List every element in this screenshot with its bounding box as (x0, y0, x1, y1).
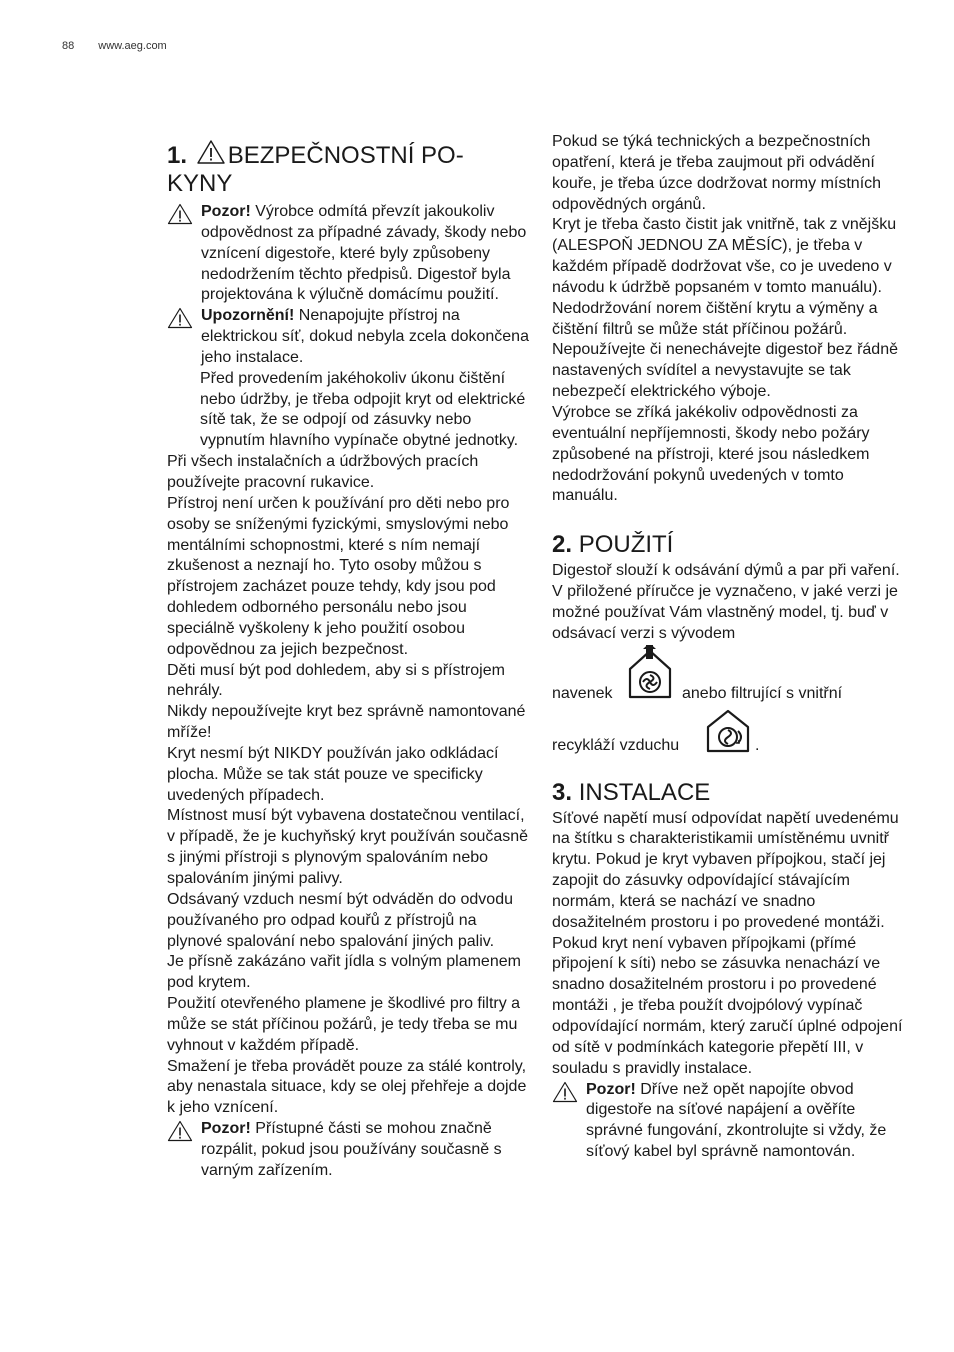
recirculation-mode-icon (704, 709, 752, 753)
page-header (62, 40, 167, 52)
paragraph: Smažení je třeba provádět pouze za stálé kontroly, aby nenastala situace, kdy se olej přehřeje a dojde k jeho vznícení. (167, 1057, 527, 1117)
page-number: 88 (62, 40, 75, 52)
paragraph: Nikdy nepoužívejte kryt bez správně namontované mříže! (167, 703, 526, 742)
paragraph: Nedodržování norem čištění krytu a výměny a čištění filtrů se může stát příčinou požárů. (552, 299, 878, 338)
section3-number: 3. (552, 778, 573, 806)
warning-label: Upozornění! (201, 307, 295, 325)
warning-label: Pozor! (201, 203, 251, 220)
warning-label: Pozor! (201, 1120, 251, 1138)
section3-heading (552, 779, 912, 807)
paragraph: Kryt je třeba často čistit jak vnitřně, tak z vnějšku (ALESPOŇ JEDNOU ZA MĚSÍC), je třeba v každém případě dodržovat vše, co je uvedeno v návodu k údržbě popsaném v tomto manuálu). (552, 216, 897, 296)
paragraph: Použití otevřeného plamene je škodlivé pro filtry a může se stát příčinou požárů, je tedy třeba se mu vyhnout v každém případě. (167, 995, 521, 1054)
section3-title: INSTALACE (578, 778, 711, 806)
paragraph: Je přísně zakázáno vařit jídla s volným plamenem pod krytem. (167, 953, 521, 992)
warning-disclaimer (167, 202, 529, 306)
recycle-text-before: recykláží vzduchu (552, 736, 680, 754)
warning-disconnect (167, 306, 529, 369)
paragraph: Pokud se týká technických a bezpečnostních opatření, která je třeba zaujmout při odvádění kouře, je třeba úzce dodržovat normy místních odpovědných orgánů. (552, 133, 882, 213)
paragraph: Přístroj není určen k používání pro děti nebo pro osoby se sníženými fyzickými, smyslovými nebo mentálními schopnostmi, které s ním nemají zkušenost a neznají ho. Tyto osoby můžou s přístrojem zacházet pouze tehdy, kdy jsou pod dohledem odborného personálu nebo jsou speciálně vyškoleny k jeho použití osobou odpovědnou za jejich bezpečnost. (167, 494, 510, 658)
paragraph: V přiložené příručce je vyznačeno, v jaké verzi je možné používat Vám vlastněný model, tj. buď v odsávací verzi s vývodem (552, 583, 898, 642)
warning-icon (167, 1120, 193, 1142)
section1-heading (167, 139, 529, 198)
paragraph: Místnost musí být vybavena dostatečnou ventilací, v případě, že je kuchyňský kryt používán současně s jinými přístroji s plynovým spalováním nebo spalováním jinými palivy. (167, 807, 529, 887)
warning-icon (552, 1081, 578, 1103)
recycle-line (552, 705, 912, 757)
paragraph: Výrobce se zříká jakékoliv odpovědnosti za eventuální nepříjemnosti, škody nebo požáry způsobené na přístroji, které jsou následkem nedodržování pokynů uvedených v tomto manuálu. (552, 403, 870, 505)
exhaust-line (552, 645, 912, 705)
recycle-text-after: . (755, 736, 760, 754)
warning-label: Pozor! (586, 1080, 636, 1098)
section1-title-line1: BEZPEČNOSTNÍ PO- (227, 142, 464, 169)
left-column (167, 139, 529, 1182)
paragraph: Děti musí být pod dohledem, aby si s přístrojem nehrály. (167, 661, 505, 700)
warning-continuation: Před provedením jakéhokoliv úkonu čištění nebo údržby, je třeba odpojit kryt od elektrické sítě tak, že se odpojí od zásuvky nebo vypnutím hlavního vypínače obytné jednotky. (200, 369, 526, 450)
warning-text: Přístupné části se mohou značně rozpálit, pokud jsou používány současně s varným zařízením. (201, 1120, 502, 1179)
section2-title: POUŽITÍ (578, 531, 674, 559)
section2-heading (552, 531, 912, 559)
paragraph: Digestoř slouží k odsávání dýmů a par při vaření. (552, 562, 900, 580)
warning-text: Výrobce odmítá převzít jakoukoliv odpovědnost za případné závady, škody nebo vznícení digestoře, které byly způsobeny nedodržením těchto předpisů. Digestoř byla projektována k výlučně domácímu použití. (201, 203, 527, 304)
section2-number: 2. (552, 531, 573, 559)
exhaust-text-after: anebo filtrující s vnitřní (682, 684, 843, 702)
warning-text: Dříve než opět napojíte obvod digestoře na síťové napájení a ověříte správné fungování, zkontrolujte si vždy, že síťový kabel byl správně namontován. (586, 1080, 887, 1161)
paragraph: Při všech instalačních a údržbových pracích používejte pracovní rukavice. (167, 453, 479, 491)
warning-icon (167, 307, 193, 329)
warning-hot-parts (167, 1119, 529, 1182)
paragraph: Nepoužívejte či nenechávejte digestoř bez řádně nastavených svídítel a nevystavujte se tak nebezpečí elektrického výboje. (552, 341, 898, 401)
paragraph: Odsávaný vzduch nesmí být odváděn do odvodu používaného pro odpad kouřů z přístrojů na plynové spalování nebo spalování jiných paliv. (167, 890, 513, 950)
warning-cable-check (552, 1080, 912, 1163)
exhaust-mode-icon (624, 645, 676, 701)
exhaust-text-before: navenek (552, 684, 613, 702)
section1-number: 1. (167, 142, 188, 169)
warning-icon (196, 139, 226, 165)
warning-icon (167, 203, 193, 225)
website-url: www.aeg.com (98, 40, 167, 52)
section1-title-line2: KYNY (167, 170, 233, 197)
right-column (552, 132, 912, 1163)
paragraph: Kryt nesmí být NIKDY používán jako odkládací plocha. Může se tak stát pouze ve specificky uvedených případech. (167, 744, 499, 804)
warning-text: Nenapojujte přístroj na elektrickou síť, dokud nebyla zcela dokončena jeho instalace. (201, 307, 529, 366)
paragraph: Síťové napětí musí odpovídat napětí uvedenému na štítku s charakteristikamii umístěnému uvnitř krytu. Pokud je kryt vybaven přípojkou, stačí jej zapojit do zásuvky odpovídající stávajícím normám, která se nachází ve snadno dosažitelném prostoru i po provedené montáži. Pokud kryt není vybaven přípojkami (přímé připojení k síti) nebo se zásuvka nenachází ve snadno dosažitelném prostoru i po provedené montáži , je třeba použít dvojpólový vypínač odpovídající normám, který zaručí úplné odpojení od sítě v podmínkách kategorie přepětí III, v souladu s pravidly instalace. (552, 809, 903, 1077)
